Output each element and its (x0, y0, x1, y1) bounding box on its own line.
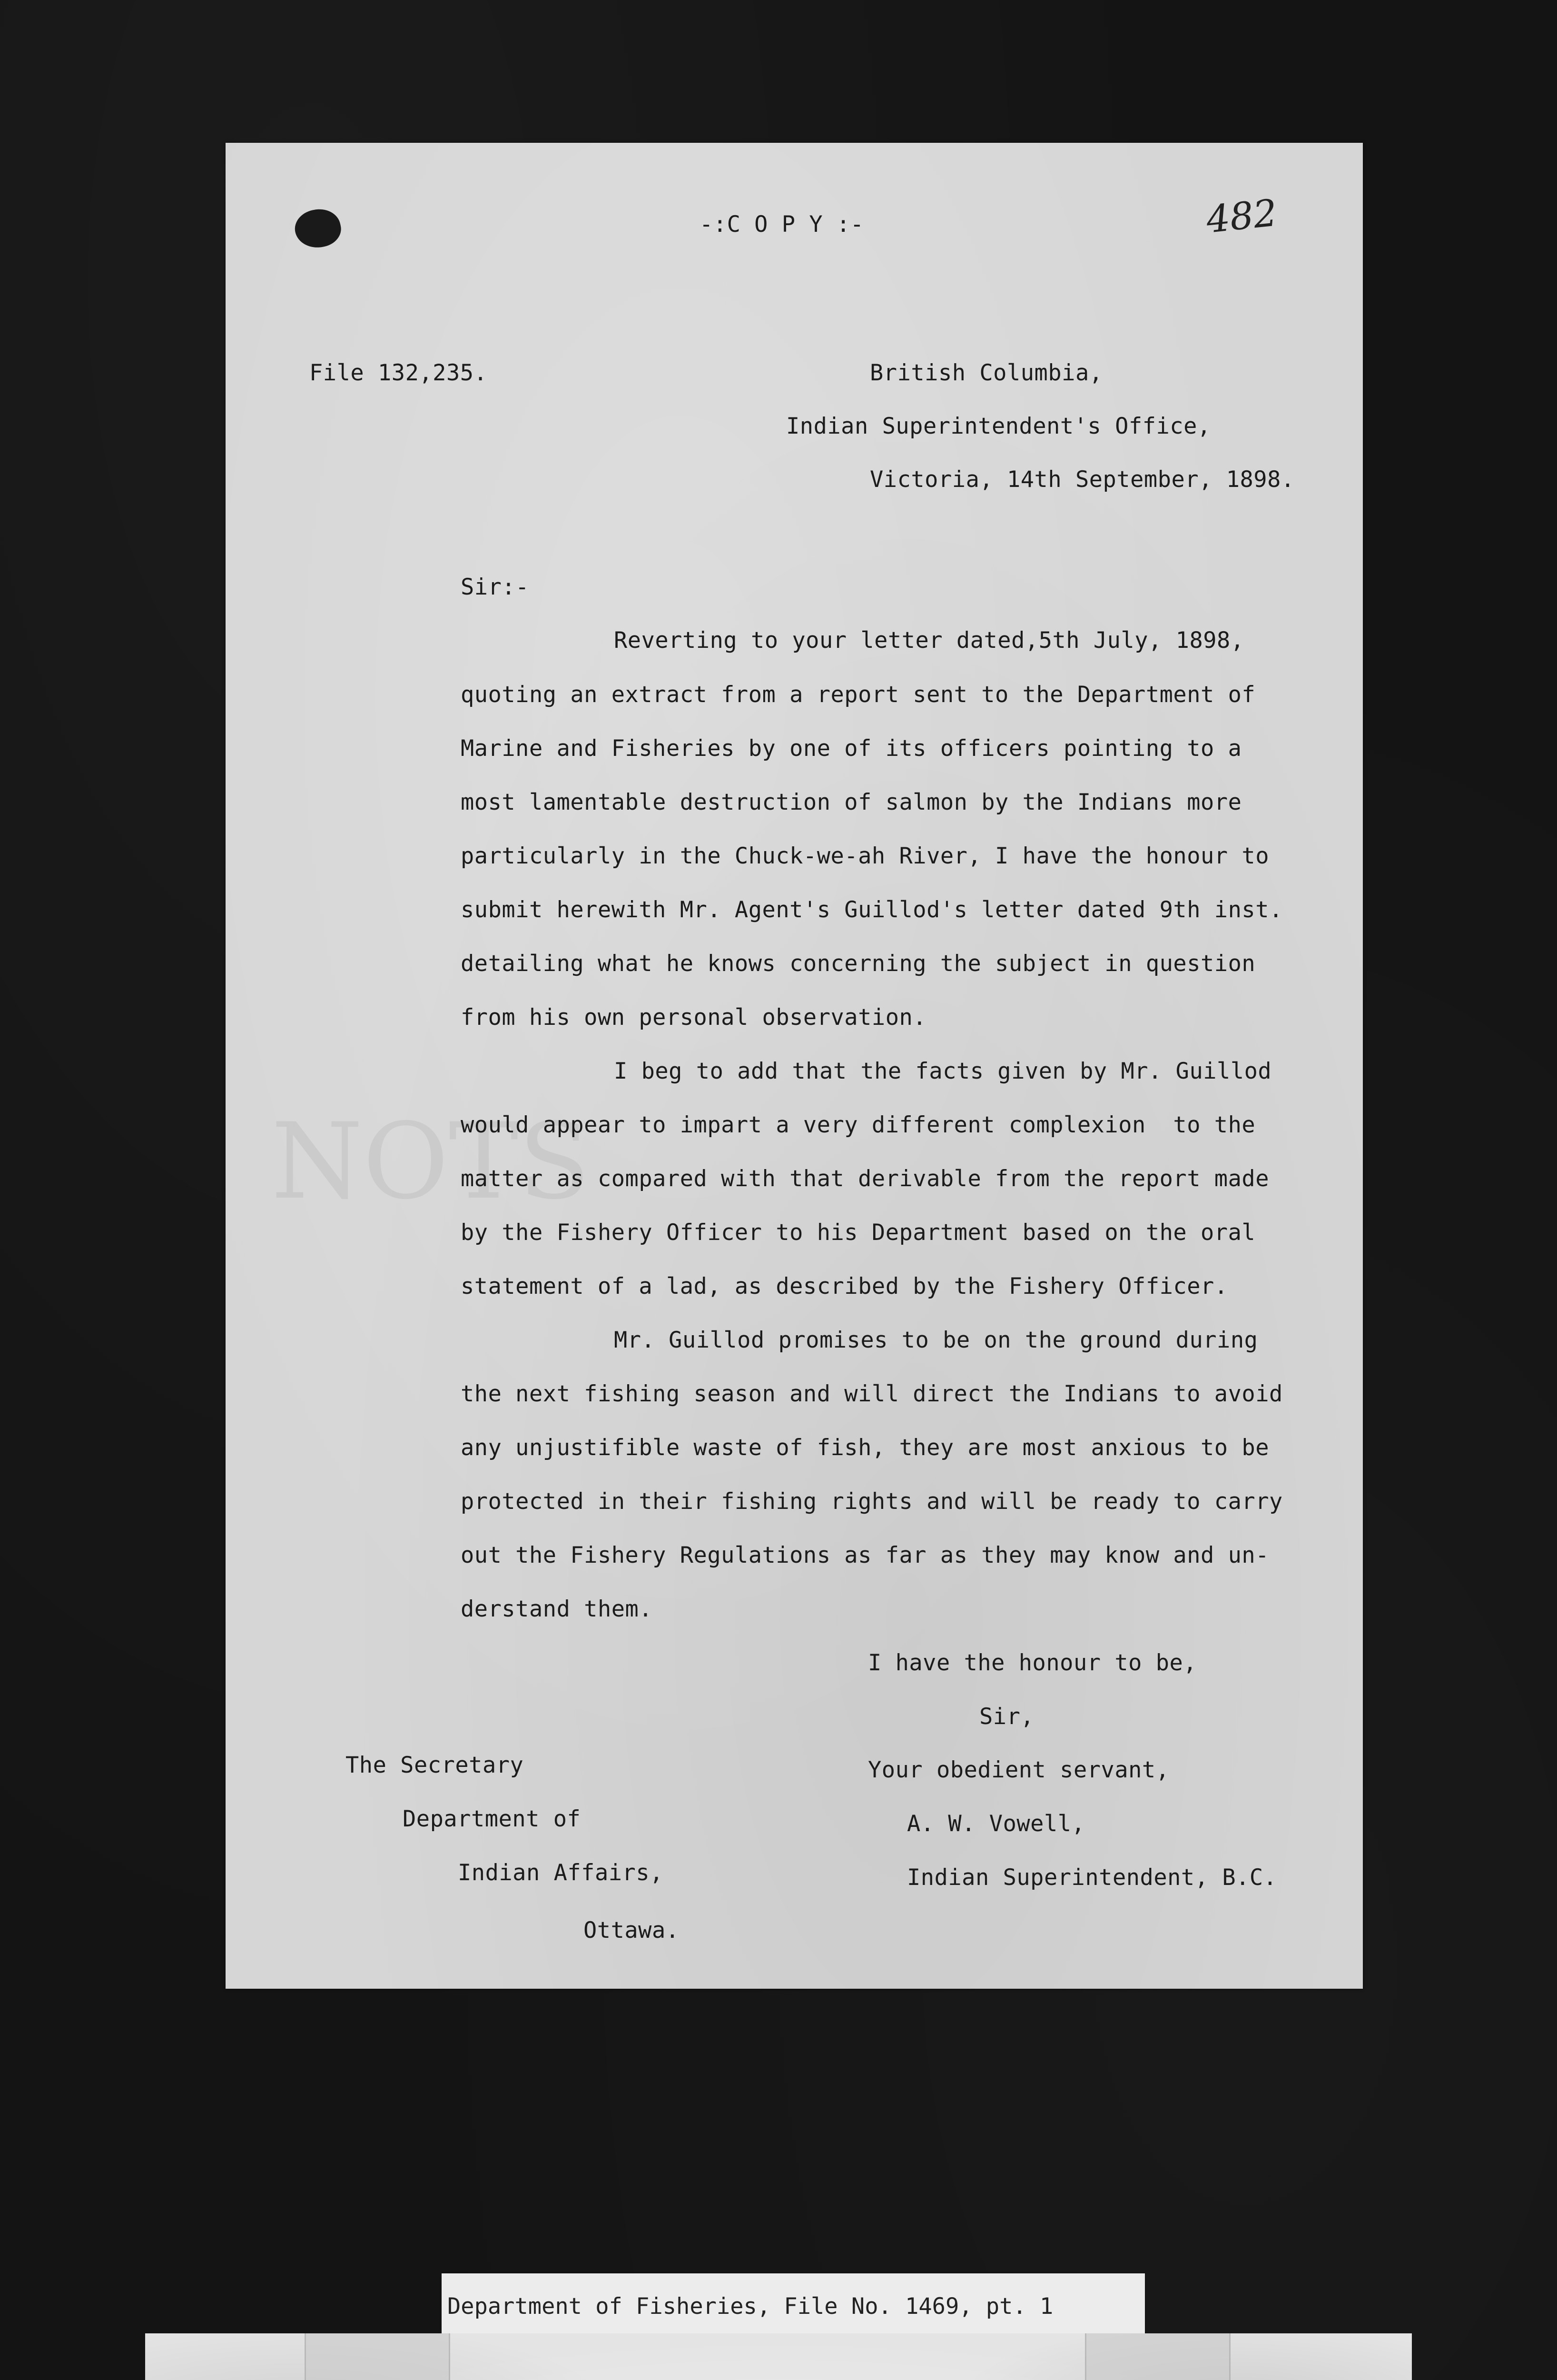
tape-right (1085, 2333, 1231, 2380)
signature-name: A. W. Vowell, (907, 1811, 1085, 1837)
body-line: matter as compared with that derivable from the report made (461, 1166, 1269, 1192)
recipient-line: Department of (403, 1806, 581, 1832)
file-label-text: Department of Fisheries, File No. 1469, pt. 1 (447, 2293, 1054, 2320)
body-line: particularly in the Chuck-we-ah River, I have the honour to (461, 843, 1269, 869)
recipient-line: Ottawa. (583, 1917, 680, 1944)
recipient-line: Indian Affairs, (458, 1860, 663, 1886)
body-line: out the Fishery Regulations as far as they may know and un- (461, 1542, 1269, 1568)
body-line: from his own personal observation. (461, 1004, 927, 1031)
body-line: Mr. Guillod promises to be on the ground during (614, 1327, 1258, 1353)
bleed-through-mark: NOTS (271, 1101, 591, 1222)
body-line: would appear to impart a very different complexion to the (461, 1112, 1256, 1138)
body-line: submit herewith Mr. Agent's Guillod's letter dated 9th inst. (461, 897, 1283, 923)
body-line: by the Fishery Officer to his Department based on the oral (461, 1220, 1256, 1246)
body-line: Reverting to your letter dated,5th July, 1898, (614, 627, 1244, 654)
file-label (442, 2273, 1145, 2335)
folio-number (1204, 190, 1290, 243)
body-line: detailing what he knows concerning the subject in question (461, 951, 1256, 977)
body-line: any unjustifible waste of fish, they are most anxious to be (461, 1435, 1269, 1461)
body-line: quoting an extract from a report sent to the Department of (461, 682, 1256, 708)
closing-line: Your obedient servant, (868, 1757, 1170, 1783)
body-line: I beg to add that the facts given by Mr. Guillod (614, 1058, 1272, 1084)
file-reference: File 132,235. (309, 360, 488, 386)
salutation: Sir:- (461, 574, 529, 600)
recipient-line: The Secretary (345, 1752, 524, 1778)
address-line-3: Victoria, 14th September, 1898. (870, 466, 1295, 493)
copy-mark: -:C O P Y :- (700, 211, 864, 238)
address-line-2: Indian Superintendent's Office, (786, 413, 1211, 439)
tape-left (305, 2333, 450, 2380)
address-line-1: British Columbia, (870, 360, 1103, 386)
body-line: most lamentable destruction of salmon by the Indians more (461, 789, 1242, 815)
body-line: Marine and Fisheries by one of its officers pointing to a (461, 735, 1242, 762)
closing-line: I have the honour to be, (868, 1650, 1197, 1676)
closing-line: Sir, (979, 1704, 1035, 1730)
body-line: statement of a lad, as described by the Fishery Officer. (461, 1273, 1228, 1299)
body-line: protected in their fishing rights and will be ready to carry (461, 1488, 1283, 1515)
body-line: the next fishing season and will direct the Indians to avoid (461, 1381, 1283, 1407)
svg-text:482: 482 (1204, 191, 1280, 242)
body-line: derstand them. (461, 1596, 653, 1622)
signature-title: Indian Superintendent, B.C. (907, 1864, 1277, 1891)
